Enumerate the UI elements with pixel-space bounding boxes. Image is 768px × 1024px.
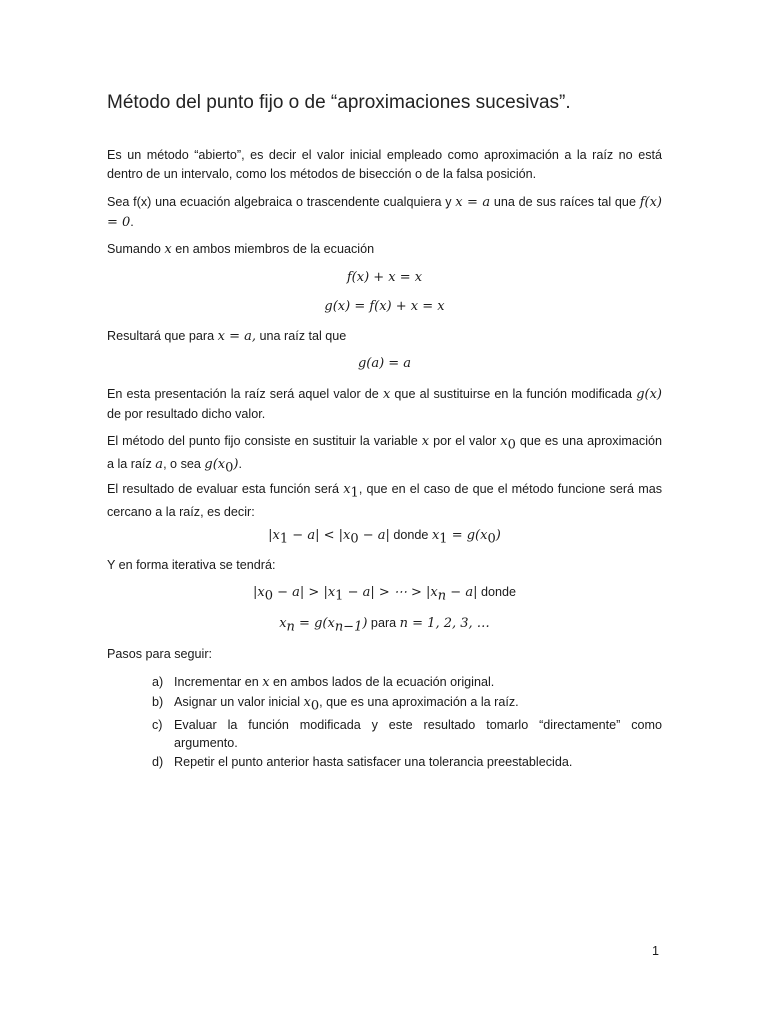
subscript: 1	[335, 588, 344, 604]
math: − a|	[446, 585, 478, 600]
text: .	[238, 457, 242, 472]
equation-4	[107, 528, 662, 547]
text: Repetir el punto anterior hasta satisfacer una tolerancia preestablecida.	[174, 754, 573, 769]
math: |x	[253, 585, 265, 600]
text: En esta presentación la raíz será aquel valor de	[107, 387, 383, 401]
paragraph-iterative: Y en forma iterativa se tendrá:	[107, 558, 276, 572]
text: Evaluar la función modificada y este resultado tomarlo “directamente” como argumento.	[174, 717, 662, 751]
text: El resultado de evaluar esta función será	[107, 482, 344, 496]
math: − a| > ⋯ > |x	[343, 585, 438, 600]
math: − a| > |x	[273, 585, 336, 600]
text: de por resultado dicho valor.	[107, 406, 266, 421]
math-inline: x = a,	[217, 329, 256, 344]
subscript: 0	[225, 460, 234, 476]
steps-heading: Pasos para seguir:	[107, 647, 213, 661]
math-inline: x = a	[455, 195, 491, 210]
list-label: a)	[152, 675, 164, 689]
text: por el valor	[429, 434, 501, 448]
text: una raíz tal que	[256, 329, 347, 343]
subscript: n	[437, 588, 447, 604]
math-inline: x	[303, 694, 311, 710]
math-inline: a	[155, 457, 164, 473]
subscript: 1	[439, 531, 448, 547]
steps-list	[152, 673, 662, 771]
math: )	[362, 616, 368, 631]
math-inline: x	[382, 387, 391, 402]
math: − a|	[358, 528, 390, 543]
subscript: 0	[310, 698, 320, 714]
text: Sumando	[107, 242, 165, 256]
subscript: 0	[264, 588, 274, 604]
math: = g(x	[294, 616, 335, 631]
subscript: 1	[350, 485, 359, 501]
list-label: d)	[152, 754, 164, 769]
text: que es una aproximación a la raíz	[107, 434, 663, 472]
subscript: n−1	[334, 619, 363, 635]
math: x	[431, 528, 440, 543]
text: Sea f(x) una ecuación algebraica o trascendente cualquiera y	[107, 195, 456, 209]
text: , que en el caso de que el método funcione será mas cercano a la raíz, es decir:	[107, 482, 662, 520]
text: donde	[389, 528, 432, 542]
text: , o sea	[163, 457, 205, 472]
subscript: 0	[507, 437, 516, 453]
math-inline: x	[164, 242, 172, 257]
paragraph-result	[107, 327, 662, 347]
text: en ambos miembros de la ecuación	[171, 242, 375, 256]
math-inline: x	[500, 434, 508, 449]
equation-6	[107, 616, 662, 635]
text: que al sustituirse en la función modificada	[390, 387, 637, 401]
paragraph-presentation	[107, 385, 662, 423]
list-item	[152, 753, 662, 772]
text: , que es una aproximación a la raíz.	[319, 694, 519, 709]
subscript: 1	[279, 531, 289, 547]
text: Asignar un valor inicial	[174, 694, 304, 709]
math-inline: )	[233, 457, 239, 473]
subscript: n	[286, 619, 295, 635]
math-inline: x	[421, 434, 430, 449]
paragraph-evaluation	[107, 480, 662, 522]
text: Incrementar en	[174, 675, 263, 689]
text: en ambos lados de la ecuación original.	[269, 675, 495, 689]
paragraph-definition	[107, 193, 662, 232]
page-number: 1	[652, 944, 660, 958]
list-label: b)	[152, 694, 164, 709]
math-inline: x	[343, 482, 351, 497]
subscript: 0	[487, 531, 496, 547]
math: − a| < |x	[288, 528, 351, 543]
math-inline: g(x	[204, 457, 226, 473]
equation-1: f(x) + x = x	[346, 270, 423, 285]
math: x	[279, 616, 287, 631]
equation-3: g(a) = a	[357, 356, 412, 371]
text: una de sus raíces tal que	[490, 195, 640, 209]
equation-2: g(x) = f(x) + x = x	[324, 299, 445, 314]
paragraph-method	[107, 432, 662, 478]
text: El método del punto fijo consiste en sustituir la variable	[107, 434, 422, 448]
paragraph-intro: Es un método “abierto”, es decir el valor inicial empleado como aproximación a la raíz no está dentro de un intervalo, como los métodos de bisección o de la falsa posición.	[107, 148, 662, 181]
math-inline: x	[262, 675, 270, 690]
math: |x	[268, 528, 280, 543]
equation-5	[107, 585, 662, 604]
math: = g(x	[447, 528, 488, 543]
page-title: Método del punto fijo o de “aproximaciones sucesivas”.	[107, 92, 571, 113]
text: .	[130, 214, 134, 229]
list-label: c)	[152, 717, 163, 732]
math: n = 1, 2, 3, …	[399, 616, 490, 631]
text: donde	[477, 585, 516, 599]
text: Resultará que para	[107, 329, 218, 343]
text: para	[367, 616, 400, 630]
list-item	[152, 716, 662, 753]
math-inline: f(x) = 0	[107, 195, 663, 230]
list-item	[152, 673, 662, 693]
list-item	[152, 693, 662, 716]
paragraph-sum	[107, 240, 662, 260]
math-inline: g(x)	[636, 387, 662, 402]
subscript: 0	[350, 531, 359, 547]
math: )	[495, 528, 501, 543]
